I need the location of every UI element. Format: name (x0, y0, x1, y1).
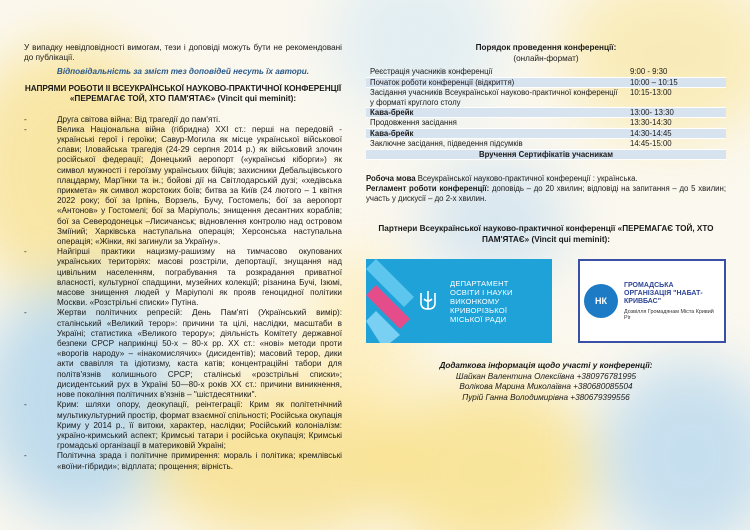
list-item: - Друга світова війна: Від трагедії до пам'яті. (24, 115, 342, 125)
schedule-event: Засідання учасників Всеукраїнської науково-практичної конференції у форматі круглого столу (366, 88, 624, 108)
list-item: - Найгірші практики нацизму-рашизму на тимчасово окупованих українських територіях: масові розстріли, депортації, знущання над цивільним населенням, пограбування та розкрадання приватної власності, культурної спадщини, музейних колекцій; різанина Бучі, Ізюмі, масове знищення людей у Маріуполі як прояв геноцидної політики Москви. «Розстрільні списки» Путіна. (24, 247, 342, 308)
conference-rules: Регламент роботи конференції: доповідь – до 20 хвилин; відповіді на запитання – до 5 хвилин; участь у дискусії – до 2-х хвилин. (366, 183, 726, 203)
table-row (366, 128, 726, 138)
schedule-time: 14:30-14:45 (624, 128, 726, 138)
list-item: - Велика Національна війна (гібридна) XXI ст.: перші на передовій - українські герої і героїки; Савур-Могила як місце української військової слави; Іловайська трагедія (24-29 серпня 2014 р.) як військовий злочин російської федерації; Донецький аеропорт («українські кіборги») як символ мужності і героїзму українських бійців; захисники Дебальцівського плацдарму, Мар'їнки та ін.; бойові дії на Світлодарській дузі; «хедівська прикмета» як символ жорстоких боїв; битва за Київ (24 лютого – 1 квітня 2022 року; бої за Ірпінь, Ворзель, Бучу, Гостомель; бої за аеропорт «Антонов» у Гостомелі; бої за Маріуполь; знищення десантних кораблів; бої за Северодонецьк –Лисичанськ; відновлення контролю над островом Зміїний; Харківська наступальна операція; Херсонська наступальна операція; «Жінки, які загинули за Україну». (24, 125, 342, 247)
schedule-event: Кава-брейк (366, 108, 624, 118)
schedule-event: Кава-брейк (366, 128, 624, 138)
intro-text: У випадку невідповідності вимогам, тези і доповіді можуть бути не рекомендовані до публікації. (24, 43, 342, 63)
directions-title: НАПРЯМИ РОБОТИ ІІ ВСЕУКРАЇНСЬКОЇ НАУКОВО-ПРАКТИЧНОЇ КОНФЕРЕНЦІЇ «ПЕРЕМАГАЄ ТОЙ, ХТО ПАМ'ЯТАЄ» (Vincit qui meminit): (24, 83, 342, 104)
schedule-subtitle: (онлайн-формат) (513, 54, 579, 64)
table-row (366, 108, 726, 118)
contacts-heading: Додаткова інформація щодо участі у конференції: (439, 361, 653, 371)
schedule-time: 14:45-15:00 (624, 139, 726, 149)
partners-title: Партнери Всеукраїнської науково-практичної конференції «ПЕРЕМАГАЄ ТОЙ, ХТО ПАМ'ЯТАЄ» (Vincit qui meminit): (378, 224, 714, 245)
contact-line: Волікова Марина Миколаївна +380680085504 (459, 382, 633, 392)
table-row (366, 118, 726, 128)
contact-line: Шайкан Валентина Олексіївна +380976781995 (455, 371, 637, 381)
left-page (24, 43, 342, 472)
schedule-time: 13:00- 13:30 (624, 108, 726, 118)
list-item: - Жертви політичних репресій: День Пам'яті (Український вимір): сталінський «Великий терор»: причини та цілі, наслідки, масштаби в Україні; статистика «Великого терору»; діяльність Комітету державної безпеки СРСР наприкінці 50-х – 80-х рр. ХХ ст.: «нові» методи проти «ворогів народу» – «інакомислячих» (дисидентів); масовий терор, дики акти свавілля та ідіотизму, каста катів; концентраційні табори для політв'язнів колишнього СРСР; сталінські «розстрільні списки»; дисидентський рух в Україні 50—80-х років ХХ ст.: причини виникнення, нове покоління політичних в'язнів – "шістдесятники". (24, 308, 342, 400)
organization-subtitle: Дозвілля Громадянам Міста Кривий Ріг (624, 308, 714, 321)
organization-name: ГРОМАДСЬКА ОРГАНІЗАЦІЯ "НАБАТ-КРИВБАС" (624, 281, 703, 305)
schedule-time: 10:00 – 10:15 (624, 77, 726, 87)
working-language: Робоча мова Всеукраїнської науково-практичної конференції : українська. (366, 174, 638, 184)
contact-line: Пурій Ганна Володимирівна +380679399556 (462, 392, 630, 402)
schedule-event: Заключне засідання, підведення підсумків (366, 139, 624, 149)
responsibility-note: Відповідальність за зміст тез доповідей несуть їх автори. (56, 67, 310, 77)
education-department-logo (366, 259, 552, 343)
table-row (366, 139, 726, 149)
department-name: ДЕПАРТАМЕНТ ОСВІТИ І НАУКИ ВИКОНКОМУ КРИВОРІЗЬКОЇ МІСЬКОЇ РАДИ (450, 278, 513, 324)
schedule-title: Порядок проведення конференції: (475, 43, 617, 52)
schedule-event: Реєстрація учасників конференції (366, 67, 624, 77)
table-row (366, 77, 726, 87)
certificate-row: Вручення Сертифікатів учасникам (366, 149, 726, 159)
contacts-block (366, 361, 726, 403)
schedule-time: 13:30-14:30 (624, 118, 726, 128)
list-item: - Крим: шляхи опору, деокупації, реінтеграції: Крим як політетнічний мультикультурний простір, формат взаємної спільності; Російська окупація Криму у 2014 р., її витоки, характер, наслідки; Російський колоніалізм: україно-кримський аспект; Кримські татари і російська окупація; Кримські громадські організації в материковій Україні; (24, 400, 342, 451)
schedule-table (366, 67, 726, 160)
table-row (366, 88, 726, 108)
nabat-kryvbas-logo (578, 259, 726, 343)
table-row (366, 67, 726, 77)
list-item: - Політична зрада і політичне примирення: мораль і політика; кремлівські «воїни-гібриди»; відплата; прощення; вірність. (24, 451, 342, 471)
schedule-time: 9:00 - 9:30 (624, 67, 726, 77)
trident-icon (418, 289, 438, 313)
schedule-event: Продовження засідання (366, 118, 624, 128)
nk-emblem-icon: НК (584, 284, 618, 318)
schedule-time: 10:15-13:00 (624, 88, 726, 108)
right-page (366, 43, 726, 403)
stripes-icon (366, 259, 414, 343)
schedule-event: Початок роботи конференції (відкриття) (366, 77, 624, 87)
topics-list (24, 115, 342, 472)
partner-logos (366, 259, 726, 343)
